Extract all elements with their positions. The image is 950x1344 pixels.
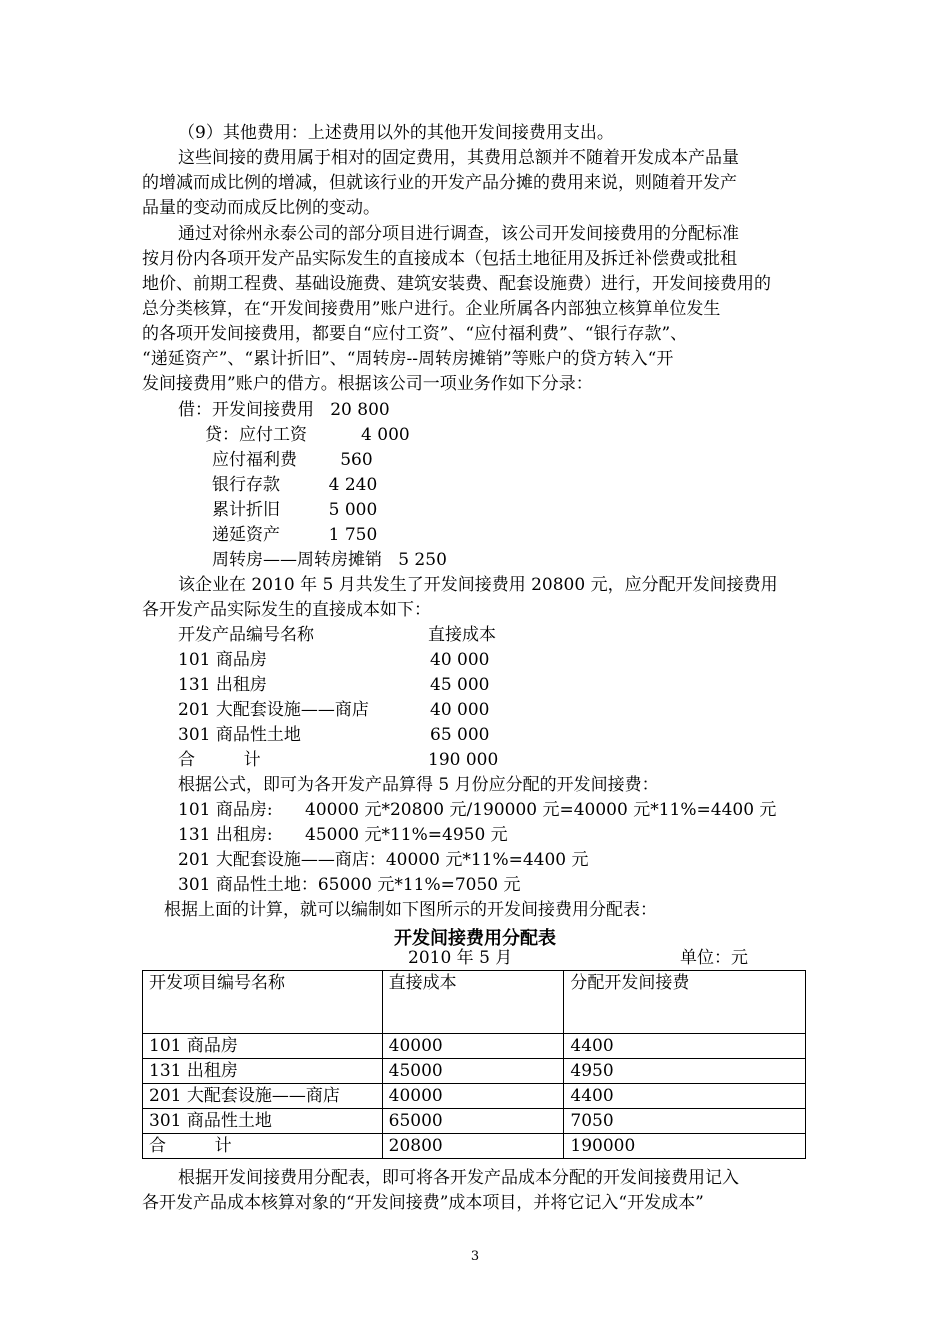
table-row <box>143 1034 806 1059</box>
closing-line1: 根据开发间接费用分配表，即可将各开发产品成本分配的开发间接费用记入 <box>178 1168 739 1188</box>
table-header-cell: 分配开发间接费 <box>564 971 806 1034</box>
allocation-table <box>142 970 806 1159</box>
journal-credit-turnover: 周转房——周转房摊销 5 250 <box>212 550 447 570</box>
table-cell: 合 计 <box>143 1134 383 1159</box>
cost-list-total-label: 合 计 <box>178 750 261 770</box>
journal-credit-welfare: 应付福利费 560 <box>212 450 373 470</box>
table-cell: 4400 <box>564 1034 806 1059</box>
cost-list-item-cost: 65 000 <box>430 725 490 745</box>
table-row <box>143 1084 806 1109</box>
table-row <box>143 1109 806 1134</box>
para-fixed-cost-line3: 品量的变动而成反比例的变动。 <box>142 198 380 218</box>
cost-list-total-cost: 190 000 <box>428 750 499 770</box>
table-cell: 101 商品房 <box>143 1034 383 1059</box>
table-unit: 单位：元 <box>680 948 748 968</box>
para-survey-line4: 总分类核算，在“开发间接费用”账户进行。企业所属各内部独立核算单位发生 <box>142 299 721 319</box>
table-cell: 301 商品性土地 <box>143 1109 383 1134</box>
table-cell: 45000 <box>382 1059 564 1084</box>
formula-101: 101 商品房: 40000 元*20800 元/190000 元=40000 元*11%=4400 元 <box>178 800 777 820</box>
cost-list-item-cost: 40 000 <box>430 700 490 720</box>
para-may-line1: 该企业在 2010 年 5 月共发生了开发间接费用 20800 元，应分配开发间接费用 <box>178 575 778 595</box>
para-may-line2: 各开发产品实际发生的直接成本如下： <box>142 600 431 620</box>
table-row <box>143 1059 806 1084</box>
cost-list-header-name: 开发产品编号名称 <box>178 625 314 645</box>
journal-credit-wages: 贷：应付工资 4 000 <box>205 425 410 445</box>
table-cell: 40000 <box>382 1084 564 1109</box>
page-number: 3 <box>470 1249 480 1264</box>
journal-credit-deferred: 递延资产 1 750 <box>212 525 378 545</box>
para-fixed-cost-line2: 的增减而成比例的增减，但就该行业的开发产品分摊的费用来说，则随着开发产 <box>142 173 737 193</box>
table-cell: 201 大配套设施——商店 <box>143 1084 383 1109</box>
journal-credit-depreciation: 累计折旧 5 000 <box>212 500 378 520</box>
table-cell: 4400 <box>564 1084 806 1109</box>
para-other-expenses: （9）其他费用：上述费用以外的其他开发间接费用支出。 <box>178 123 614 143</box>
table-cell: 4950 <box>564 1059 806 1084</box>
formula-301: 301 商品性土地：65000 元*11%=7050 元 <box>178 875 521 895</box>
table-cell: 190000 <box>564 1134 806 1159</box>
para-survey-line1: 通过对徐州永泰公司的部分项目进行调查，该公司开发间接费用的分配标准 <box>178 224 739 244</box>
table-cell: 7050 <box>564 1109 806 1134</box>
formula-intro: 根据公式，即可为各开发产品算得 5 月份应分配的开发间接费： <box>178 775 659 795</box>
table-cell: 20800 <box>382 1134 564 1159</box>
para-survey-line7: 发间接费用”账户的借方。根据该公司一项业务作如下分录： <box>142 374 593 394</box>
cost-list-item-name: 131 出租房 <box>178 675 267 695</box>
table-header-row <box>143 971 806 1034</box>
cost-list-item-name: 101 商品房 <box>178 650 267 670</box>
formula-201: 201 大配套设施——商店：40000 元*11%=4400 元 <box>178 850 589 870</box>
table-cell: 40000 <box>382 1034 564 1059</box>
table-title: 开发间接费用分配表 <box>394 928 556 949</box>
journal-debit: 借：开发间接费用 20 800 <box>178 400 390 420</box>
cost-list-item-name: 201 大配套设施——商店 <box>178 700 369 720</box>
para-survey-line5: 的各项开发间接费用，都要自“应付工资”、“应付福利费”、“银行存款”、 <box>142 324 688 344</box>
cost-list-item-cost: 45 000 <box>430 675 490 695</box>
cost-list-item-name: 301 商品性土地 <box>178 725 301 745</box>
table-header-cell: 开发项目编号名称 <box>143 971 383 1034</box>
journal-credit-bank: 银行存款 4 240 <box>212 475 378 495</box>
cost-list-header-cost: 直接成本 <box>428 625 496 645</box>
para-survey-line3: 地价、前期工程费、基础设施费、建筑安装费、配套设施费）进行，开发间接费用的 <box>142 274 771 294</box>
table-date: 2010 年 5 月 <box>408 948 513 968</box>
formula-131: 131 出租房: 45000 元*11%=4950 元 <box>178 825 508 845</box>
table-total-row <box>143 1134 806 1159</box>
para-survey-line6: “递延资产”、“累计折旧”、“周转房--周转房摊销”等账户的贷方转入“开 <box>142 349 674 369</box>
para-fixed-cost-line1: 这些间接的费用属于相对的固定费用，其费用总额并不随着开发成本产品量 <box>178 148 739 168</box>
table-cell: 131 出租房 <box>143 1059 383 1084</box>
table-header-cell: 直接成本 <box>382 971 564 1034</box>
cost-list-item-cost: 40 000 <box>430 650 490 670</box>
closing-line2: 各开发产品成本核算对象的“开发间接费”成本项目，并将它记入“开发成本” <box>142 1193 704 1213</box>
formula-outro: 根据上面的计算，就可以编制如下图所示的开发间接费用分配表： <box>164 900 657 920</box>
table-cell: 65000 <box>382 1109 564 1134</box>
para-survey-line2: 按月份内各项开发产品实际发生的直接成本（包括土地征用及拆迁补偿费或批租 <box>142 249 737 269</box>
